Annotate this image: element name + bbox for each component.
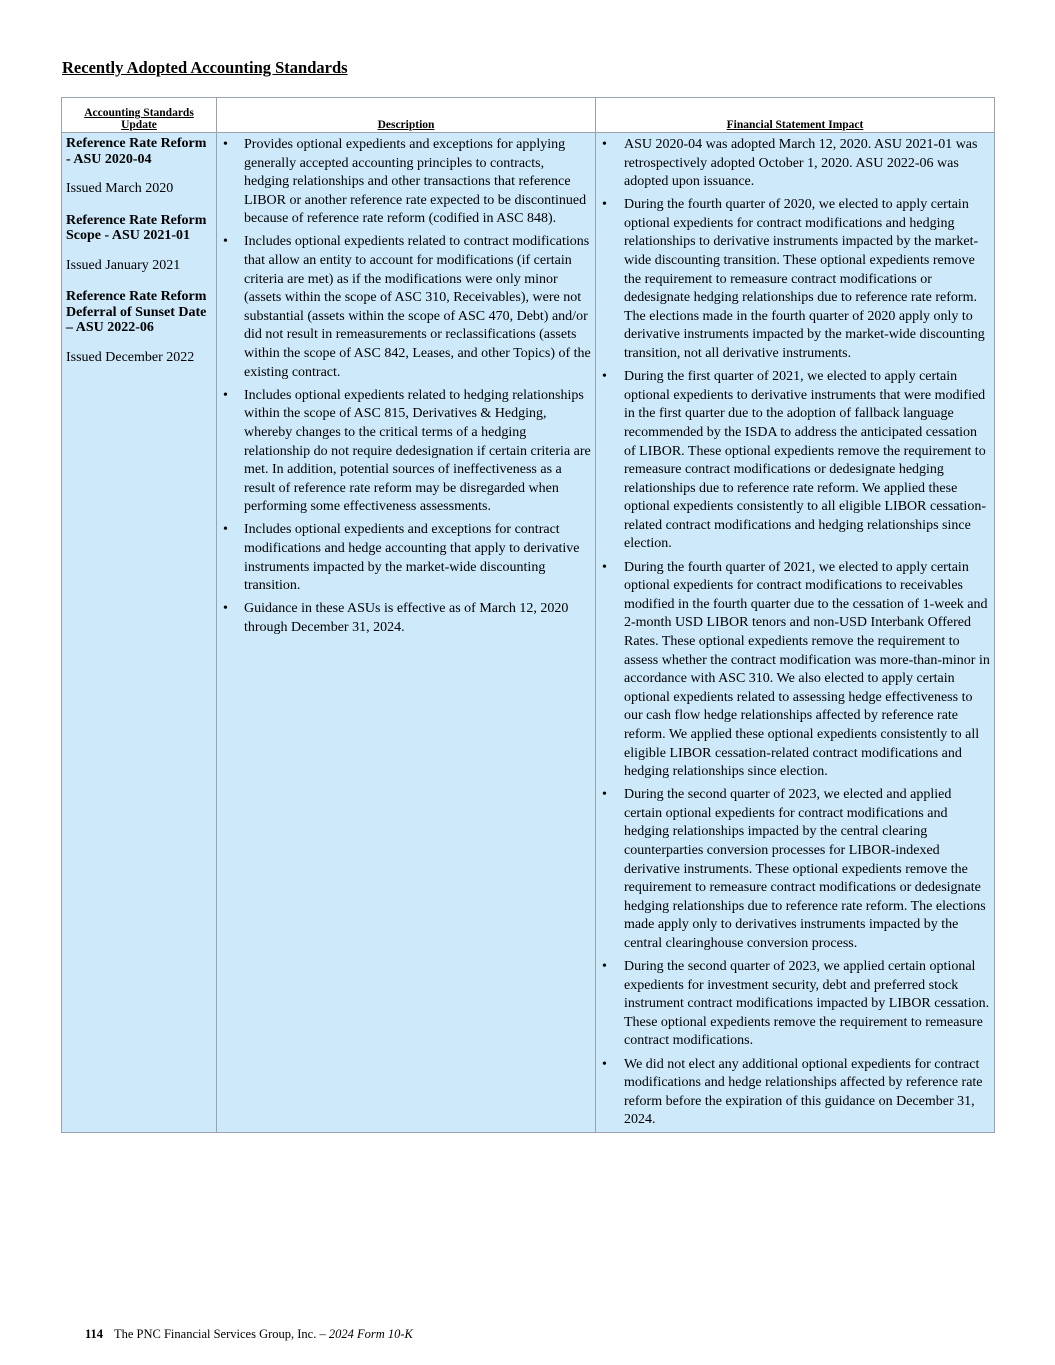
footer-company: The PNC Financial Services Group, Inc. – bbox=[113, 1327, 326, 1341]
table-header-row bbox=[62, 98, 995, 133]
impact-item: • During the fourth quarter of 2020, we elected to apply certain optional expedients for contract modifications and hedging relationships to derivative instruments impacted by the market-wide discounting transition. These optional expedients remove the requirement to remeasure contract modifications or dedesignate hedging relationships due to reference rate reform. The elections made in the fourth quarter of 2020 apply only to derivative instruments impacted by the market-wide discounting transition, not all derivative instruments. bbox=[600, 196, 990, 363]
standard-name: Reference Rate Reform Deferral of Sunset Date – ASU 2022-06 bbox=[66, 289, 207, 336]
description-item: • Includes optional expedients related to hedging relationships within the scope of ASC 815, Derivatives & Hedging, whereby changes to the critical terms of a hedging relationship do not require dedesignation if certain criteria are met. In addition, potential sources of ineffectiveness as a result of reference rate reform may be disregarded when performing some effectiveness assessments. bbox=[221, 387, 591, 517]
impact-item: • During the second quarter of 2023, we elected and applied certain optional expedients for contract modifications and hedging relationships impacted by the central clearing counterparties conversion processes for LIBOR-indexed derivative instruments. These optional expedients remove the requirement to remeasure contract modifications or dedesignate hedging relationships due to reference rate reform. The elections made apply only to derivatives instruments impacted by the central clearinghouse conversion process. bbox=[600, 786, 990, 953]
description-item: • Provides optional expedients and exceptions for applying generally accepted accounting principles to contracts, hedging relationships and other transactions that reference LIBOR or another reference rate expected to be discontinued because of reference rate reform (codified in ASC 848). bbox=[221, 136, 591, 229]
accounting-standards-table bbox=[61, 97, 995, 1133]
standard-name: Reference Rate Reform Scope - ASU 2021-01 bbox=[66, 212, 207, 244]
standard-issued: Issued December 2022 bbox=[66, 349, 195, 365]
standard-name: Reference Rate Reform - ASU 2020-04 bbox=[66, 136, 207, 167]
impact-cell bbox=[596, 133, 995, 1133]
description-list bbox=[221, 136, 591, 637]
standards-cell bbox=[62, 133, 217, 1133]
description-item: • Includes optional expedients related to contract modifications that allow an entity to account for modifications (if certain criteria are met) as if the modifications were only minor (assets within the scope of ASC 310, Receivables), were not substantial (assets within the scope of ASC 470, Debt) and/or did not result in remeasurements or reclassifications (assets within the scope of ASC 842, Leases, and other Topics) of the existing contract. bbox=[221, 233, 591, 382]
standard-entry bbox=[66, 136, 212, 199]
standard-entry bbox=[66, 289, 212, 367]
page-number: 114 bbox=[85, 1327, 104, 1341]
impact-item: • During the fourth quarter of 2021, we elected to apply certain optional expedients for contract modifications to receivables modified in the fourth quarter due to the cessation of 1-week and 2-month USD LIBOR tenors and non-USD Interbank Offered Rates. These optional expedients remove the requirement to assess whether the contract modification was more-than-minor in accordance with ASC 310. We also elected to apply certain optional expedients related to assessing hedge effectiveness to our cash flow hedge relationships affected by reference rate reform. We applied these optional expedients consistently to all eligible LIBOR cessation-related contract modifications and hedging relationships since election. bbox=[600, 559, 990, 782]
standard-issued: Issued January 2021 bbox=[66, 257, 181, 273]
page-title: Recently Adopted Accounting Standards bbox=[62, 58, 348, 77]
impact-item: • During the first quarter of 2021, we elected to apply certain optional expedients to derivative instruments that were modified in the first quarter due to the adoption of fallback language recommended by the ISDA to address the anticipated cessation of LIBOR. These optional expedients remove the requirement to remeasure contract modifications or dedesignate hedging relationships due to reference rate reform. We applied these optional expedients consistently to all eligible LIBOR cessation-related contract modifications and hedging relationships since election. bbox=[600, 368, 990, 554]
description-item: • Includes optional expedients and exceptions for contract modifications and hedge accounting that apply to derivative instruments impacted by the market-wide discounting transition. bbox=[221, 521, 591, 595]
page-footer bbox=[85, 1327, 413, 1342]
table-row bbox=[62, 133, 995, 1133]
header-impact: Financial Statement Impact bbox=[596, 98, 995, 133]
impact-item: • During the second quarter of 2023, we applied certain optional expedients for investment security, debt and preferred stock instrument contract modifications impacted by LIBOR cessation. These optional expedients remove the requirement to remeasure contract modifications. bbox=[600, 958, 990, 1051]
description-cell bbox=[217, 133, 596, 1133]
impact-item: • ASU 2020-04 was adopted March 12, 2020. ASU 2021-01 was retrospectively adopted October 1, 2020. ASU 2022-06 was adopted upon issuance. bbox=[600, 136, 990, 192]
header-description: Description bbox=[217, 98, 596, 133]
standard-issued: Issued March 2020 bbox=[66, 181, 174, 196]
standard-entry bbox=[66, 213, 212, 276]
impact-item: • We did not elect any additional optional expedients for contract modifications and hedge relationships affected by reference rate reform before the expiration of this guidance on December 31, 2024. bbox=[600, 1056, 990, 1130]
header-asu: Accounting Standards Update bbox=[62, 98, 217, 133]
impact-list bbox=[600, 136, 990, 1130]
description-item: • Guidance in these ASUs is effective as of March 12, 2020 through December 31, 2024. bbox=[221, 600, 591, 637]
footer-form: 2024 Form 10-K bbox=[328, 1327, 413, 1341]
